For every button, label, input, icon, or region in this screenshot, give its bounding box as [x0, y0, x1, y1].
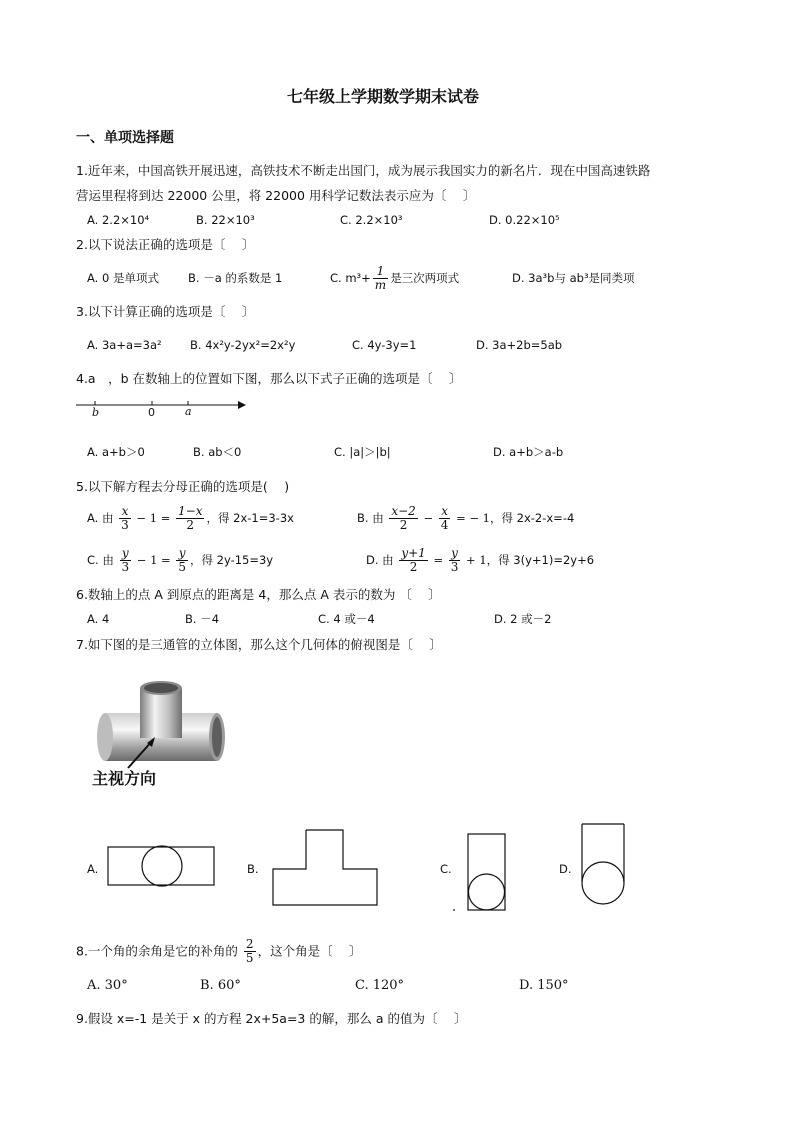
fraction-y-over-3: $\frac{y}{3}$	[121, 546, 130, 575]
fraction-y-over-3-d: $\frac{y}{3}$	[450, 546, 459, 575]
q5-option-b-prefix: B. 由	[357, 510, 384, 525]
q6-option-a[interactable]: A. 4	[87, 612, 110, 626]
number-line-label-a: a	[185, 405, 192, 418]
q3-option-b[interactable]: B. 4x²y-2yx²=2x²y	[190, 338, 296, 352]
q5-option-b[interactable]: B. 由 $\frac{x-2}{2}$ − $\frac{x}{4}$ = − 1，得 2x-2-x=-4	[357, 504, 575, 533]
q5-option-d-suffix: ，得 3(y+1)=2y+6	[486, 552, 595, 567]
view-direction-label: 主视方向	[92, 769, 157, 788]
q2-option-d[interactable]: D. 3a³b与 ab³是同类项	[512, 271, 635, 285]
q2-option-b[interactable]: B. －a 的系数是 1	[188, 271, 283, 285]
q2-option-c-prefix: C. m³+	[330, 270, 371, 285]
q3-stem: 3.以下计算正确的选项是〔 〕	[76, 304, 255, 319]
q5-option-c-suffix: ，得 2y-15=3y	[190, 552, 274, 567]
fraction-2-over-5: $\frac{2}{5}$	[245, 937, 254, 966]
q4-stem: 4.a ，b 在数轴上的位置如下图，那么以下式子正确的选项是〔 〕	[76, 371, 462, 386]
number-line	[74, 396, 252, 422]
q5-option-c[interactable]: C. 由 $\frac{y}{3}$ − 1 = $\frac{y}{5}$ ，得 2y-15=3y	[87, 546, 274, 575]
q8-option-c[interactable]: C. 120°	[355, 978, 405, 993]
page-title: 七年级上学期数学期末试卷	[287, 87, 480, 106]
q2-option-a[interactable]: A. 0 是单项式	[87, 271, 159, 285]
q6-option-d[interactable]: D. 2 或－2	[494, 612, 552, 626]
q4-option-c[interactable]: C. |a|＞|b|	[334, 445, 391, 459]
fraction-y-plus-1-over-2: $\frac{y+1}{2}$	[401, 546, 426, 575]
q6-option-b[interactable]: B. －4	[185, 612, 220, 626]
q8-stem-prefix: 8.一个角的余角是它的补角的	[76, 943, 238, 959]
fraction-1-over-m: $\frac{1}{m}$	[374, 264, 387, 293]
q6-stem: 6.数轴上的点 A 到原点的距离是 4，那么点 A 表示的数为 〔 〕	[76, 587, 441, 602]
q4-option-a[interactable]: A. a+b＞0	[87, 445, 145, 459]
q5-stem: 5.以下解方程去分母正确的选项是( )	[76, 479, 290, 494]
q7-option-b[interactable]: B.	[247, 862, 259, 876]
q5-option-a[interactable]: A. 由 $\frac{x}{3}$ − 1 = $\frac{1-x}{2}$ ，得 2x-1=3-3x	[87, 504, 294, 533]
fraction-x-over-4: $\frac{x}{4}$	[440, 504, 449, 533]
q4-option-b[interactable]: B. ab＜0	[193, 445, 242, 459]
q8-option-d[interactable]: D. 150°	[519, 978, 569, 993]
q2-stem: 2.以下说法正确的选项是〔 〕	[76, 237, 255, 252]
q2-option-c[interactable]	[330, 265, 459, 292]
q5-option-a-prefix: A. 由	[87, 510, 114, 525]
q1-stem-line1: 1.近年来，中国高铁开展迅速，高铁技术不断走出国门，成为展示我国实力的新名片．现在中国高速铁路	[76, 163, 651, 178]
number-line-label-0: 0	[148, 406, 155, 419]
fraction-x-over-3: $\frac{x}{3}$	[121, 504, 129, 533]
fraction-x-minus-2-over-2: $\frac{x-2}{2}$	[391, 504, 416, 533]
q5-option-d[interactable]: D. 由 $\frac{y+1}{2}$ = $\frac{y}{3}$ + 1，得 3(y+1)=2y+6	[366, 546, 595, 575]
q7-option-b-figure	[271, 828, 381, 908]
q1-option-d[interactable]: D. 0.22×10⁵	[489, 213, 560, 227]
fraction-y-over-5: $\frac{y}{5}$	[178, 546, 186, 575]
q7-option-a-figure	[107, 844, 217, 888]
q7-option-a[interactable]: A.	[87, 862, 99, 876]
q2-option-c-suffix: 是三次两项式	[390, 270, 460, 285]
q8-option-a[interactable]: A. 30°	[87, 978, 128, 993]
q1-option-b[interactable]: B. 22×10³	[196, 213, 255, 227]
q5-option-c-prefix: C. 由	[87, 552, 114, 567]
q7-option-d-figure	[579, 822, 629, 906]
q5-option-a-suffix: ，得 2x-1=3-3x	[206, 510, 294, 525]
q5-option-d-prefix: D. 由	[366, 552, 394, 567]
q4-option-d[interactable]: D. a+b＞a-b	[493, 445, 564, 459]
q7-stem: 7.如下图的是三通管的立体图，那么这个几何体的俯视图是〔 〕	[76, 637, 442, 652]
q1-option-a[interactable]: A. 2.2×10⁴	[87, 213, 150, 227]
fraction-1-minus-x-over-2: $\frac{1-x}{2}$	[178, 504, 203, 533]
q6-option-c[interactable]: C. 4 或－4	[318, 612, 375, 626]
q9-stem: 9.假设 x=-1 是关于 x 的方程 2x+5a=3 的解，那么 a 的值为〔 〕	[76, 1011, 467, 1026]
q1-option-c[interactable]: C. 2.2×10³	[340, 213, 403, 227]
q5-option-b-suffix: ，得 2x-2-x=-4	[489, 510, 575, 525]
q8-option-b[interactable]: B. 60°	[200, 978, 241, 993]
number-line-label-b: b	[92, 406, 100, 419]
q3-option-c[interactable]: C. 4y-3y=1	[352, 338, 417, 352]
q7-option-c[interactable]: C.	[440, 862, 452, 876]
q3-option-d[interactable]: D. 3a+2b=5ab	[476, 338, 563, 352]
q1-stem-line2: 营运里程将到达 22000 公里，将 22000 用科学记数法表示应为〔 〕	[76, 188, 476, 203]
section-heading: 一、单项选择题	[76, 130, 174, 146]
q7-option-d[interactable]: D.	[559, 862, 572, 876]
q8-stem-suffix: ，这个角是〔 〕	[257, 943, 362, 959]
q7-option-c-figure	[451, 832, 511, 914]
q8-stem	[76, 938, 362, 965]
q3-option-a[interactable]: A. 3a+a=3a²	[87, 338, 162, 352]
